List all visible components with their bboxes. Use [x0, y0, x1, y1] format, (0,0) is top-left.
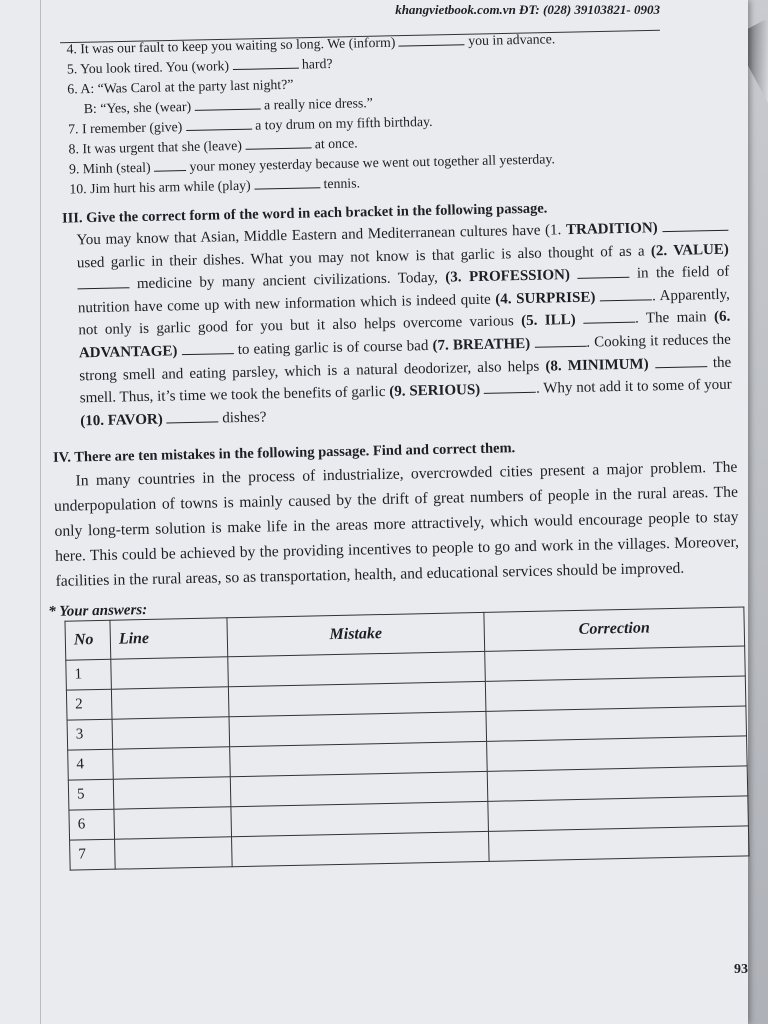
answer-blank[interactable] [399, 32, 465, 46]
answer-blank[interactable] [166, 409, 218, 423]
answer-blank[interactable] [254, 175, 320, 189]
line-cell[interactable] [113, 747, 231, 779]
answer-blank[interactable] [154, 158, 186, 172]
section-4-title: IV. There are ten mistakes in the following passage. Find and correct them. [52, 440, 516, 467]
line-cell[interactable] [115, 837, 233, 869]
answer-blank[interactable] [186, 117, 252, 131]
exercise-item: 8. It was urgent that she (leave) at once. [68, 135, 358, 157]
binding-margin [40, 0, 41, 1024]
row-number: 4 [68, 750, 114, 781]
answer-blank[interactable] [245, 135, 311, 149]
mistake-cell[interactable] [232, 832, 490, 867]
header-line: Line [110, 618, 228, 659]
page-content [44, 12, 752, 872]
page-number: 93 [734, 962, 748, 977]
publisher-info: khangvietbook.com.vn ĐT: (028) 39103821- 0903 [395, 2, 660, 17]
row-number: 7 [70, 840, 116, 871]
row-number: 2 [66, 690, 112, 721]
answer-blank[interactable] [655, 354, 707, 368]
section-3-passage: You may know that Asian, Middle Eastern and Mediterranean cultures have (1. TRADITION) used garlic in their dishes. What you may not know is that garlic is also thought of as a (2. VALUE) medicine by many ancient civilizations. Today, (3. PROFESSION) in the field of nutrition have come up with new information which is indeed quite (4. SURPRISE) . Apparently, not only is garlic good for you but it also helps overcome various (5. ILL) . The main (6. ADVANTAGE) to eating garlic is of course bad (7. BREATHE) . Cooking it reduces the strong smell and eating parsley, which is a natural deodorizer, also helps (8. MINIMUM) the smell. Thus, it’s time we took the benefits of garlic (9. SERIOUS) . Why not add it to some of your (10. FAVOR) dishes? [48, 216, 742, 434]
exercise-item: 10. Jim hurt his arm while (play) tennis. [69, 175, 361, 197]
line-cell[interactable] [111, 687, 229, 719]
answer-blank[interactable] [577, 265, 629, 279]
line-cell[interactable] [111, 657, 229, 689]
answers-table [64, 607, 749, 871]
answers-title: * Your answers: [48, 602, 148, 621]
answer-blank[interactable] [232, 56, 298, 70]
row-number: 3 [67, 720, 113, 751]
header-no: No [65, 621, 111, 661]
exercise-item: 9. Minh (steal) your money yesterday because we went out together all yesterday. [68, 151, 555, 177]
header-correction: Correction [484, 607, 745, 651]
line-cell[interactable] [112, 717, 230, 749]
exercise-item: B: “Yes, she (wear) a really nice dress.” [83, 95, 373, 117]
section-4-passage: In many countries in the process of industrialize, overcrowded cities present a major problem. The underpopulation of towns is mainly caused by the drift of great numbers of people in the rural areas. The only long-term solution is make life in the areas more attractively, which would encourage people to stay here. This could be achieved by the providing incentives to people to go and work in the villages. Moreover, facilities in the rural areas, so as transportation, health, and educational services should be improved. [53, 458, 740, 591]
answer-blank[interactable] [662, 218, 728, 232]
correction-cell[interactable] [488, 826, 749, 861]
exercise-item: 7. I remember (give) a toy drum on my fifth birthday. [68, 113, 433, 137]
header-mistake: Mistake [227, 613, 485, 657]
answer-blank[interactable] [583, 310, 635, 324]
exercise-item: 5. You look tired. You (work) hard? [66, 55, 333, 77]
exercise-item: 6. A: “Was Carol at the party last night?” [67, 76, 294, 97]
exercise-item: 4. It was our fault to keep you waiting so long. We (inform) you in advance. [66, 31, 556, 57]
answer-blank[interactable] [181, 341, 233, 355]
line-cell[interactable] [114, 807, 232, 839]
row-number: 1 [66, 660, 112, 691]
row-number: 6 [69, 810, 115, 841]
row-number: 5 [68, 780, 114, 811]
answer-blank[interactable] [600, 287, 652, 301]
exercise-list [44, 26, 737, 200]
answer-blank[interactable] [534, 334, 586, 348]
answer-blank[interactable] [194, 96, 260, 110]
answer-blank[interactable] [77, 275, 129, 289]
line-cell[interactable] [113, 777, 231, 809]
answer-blank[interactable] [484, 380, 536, 394]
section-3-title: III. Give the correct form of the word in each bracket in the following passage. [61, 200, 548, 227]
